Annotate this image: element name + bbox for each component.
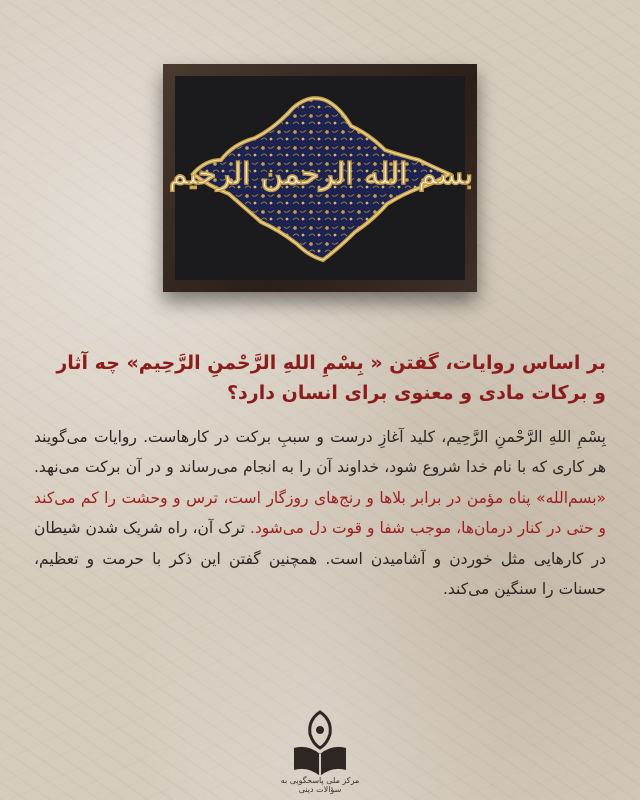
answer-ending: ترک آن، راه شریک شدن شیطان در کارهایی مثل خوردن و آشامیدن است. همچنین گفتن این ذکر با حرمت و تعظیم، حسنات را سنگین می‌کند. — [34, 519, 606, 599]
calligraphy-text: بسم الله الرحمن الرحیم — [168, 157, 474, 192]
calligraphy-panel — [163, 64, 477, 292]
logo-caption: مرکز ملی پاسخگویی به سؤالات دینی — [280, 776, 360, 794]
question-heading: بر اساس روایات، گفتن « بِسْمِ اللهِ الرَّحْمنِ الرَّحِیم» چه آثار و برکات مادی و معنوی برای انسان دارد؟ — [56, 352, 606, 404]
answer-paragraph — [34, 422, 606, 604]
answer-highlight: «بسم‌الله» پناه مؤمن در برابر بلاها و رنج‌های روزگار است، ترس و وحشت را کم می‌کند و حتی در کنار درمان‌ها، موجب شفا و قوت دل می‌شود. — [34, 488, 607, 538]
answer-intro: بِسْمِ اللهِ الرَّحْمنِ الرَّحِیم، کلید آغازِ درست و سببِ برکت در کارهاست. روایات می‌گویند هر کاری که با نام خدا شروع شود، خداوند آن را به انجام می‌رساند و در آن برکت می‌نهد. — [34, 428, 606, 477]
framed-calligraphy — [163, 64, 477, 292]
